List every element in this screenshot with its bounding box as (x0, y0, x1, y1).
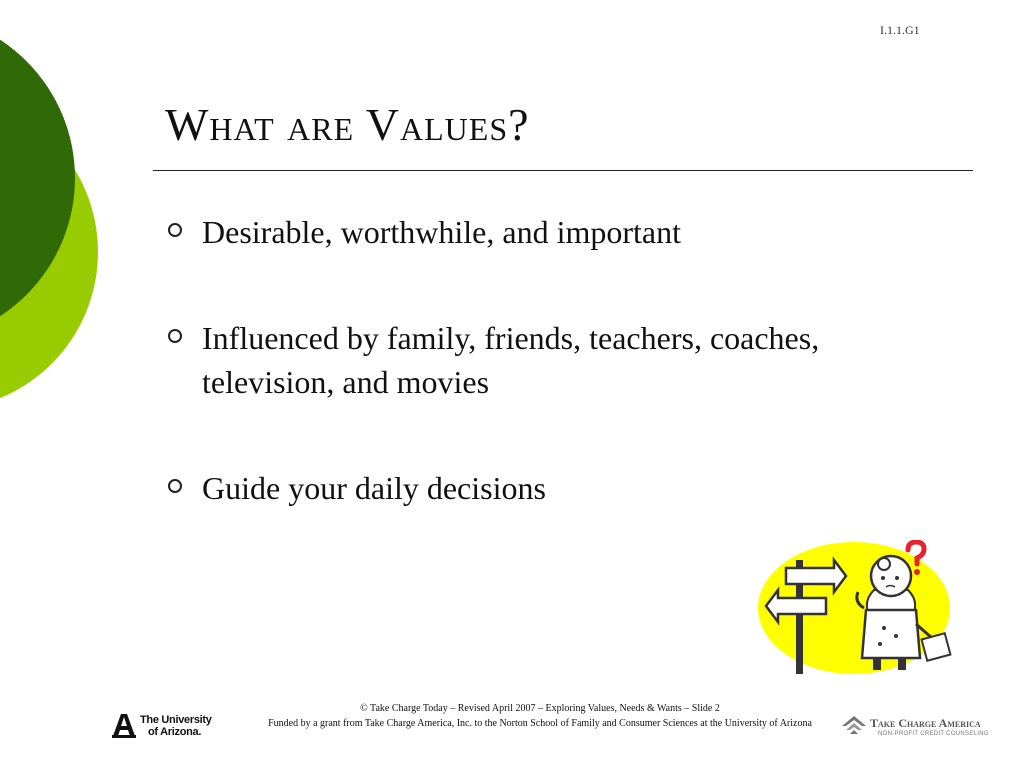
slide-footer (240, 701, 840, 731)
bullet-item (165, 210, 865, 254)
hollow-circle-bullet-icon (168, 329, 182, 343)
slide-code: I.1.1.G1 (880, 23, 920, 37)
bullet-text: Influenced by family, friends, teachers, coaches, television, and movies (202, 320, 820, 400)
signpost-confused-person-clipart (756, 540, 956, 680)
university-logo-text: The University of Arizona. (140, 714, 212, 738)
tca-logo-tagline: NON-PROFIT CREDIT COUNSELING (878, 731, 989, 737)
university-of-arizona-logo (110, 712, 212, 743)
hollow-circle-bullet-icon (168, 479, 182, 493)
tca-logo-name: Take Charge America (870, 716, 981, 730)
bullet-text: Guide your daily decisions (202, 470, 546, 506)
take-charge-america-logo (840, 712, 989, 743)
green-circles-decoration (0, 0, 110, 420)
bullet-text: Desirable, worthwhile, and important (202, 214, 681, 250)
take-charge-america-icon (840, 712, 868, 738)
slide-title: What are Values? (165, 99, 530, 150)
footer-line-1: © Take Charge Today – Revised April 2007 – Exploring Values, Needs & Wants – Slide 2 (360, 703, 720, 714)
title-divider (153, 170, 973, 171)
bullet-item (165, 316, 865, 404)
bullet-list (165, 210, 865, 510)
university-of-arizona-a-logo (110, 712, 138, 738)
bullet-item (165, 466, 865, 510)
hollow-circle-bullet-icon (168, 223, 182, 237)
footer-line-2: Funded by a grant from Take Charge America, Inc. to the Norton School of Family and Consumer Sciences at the University of Arizona (268, 718, 812, 729)
